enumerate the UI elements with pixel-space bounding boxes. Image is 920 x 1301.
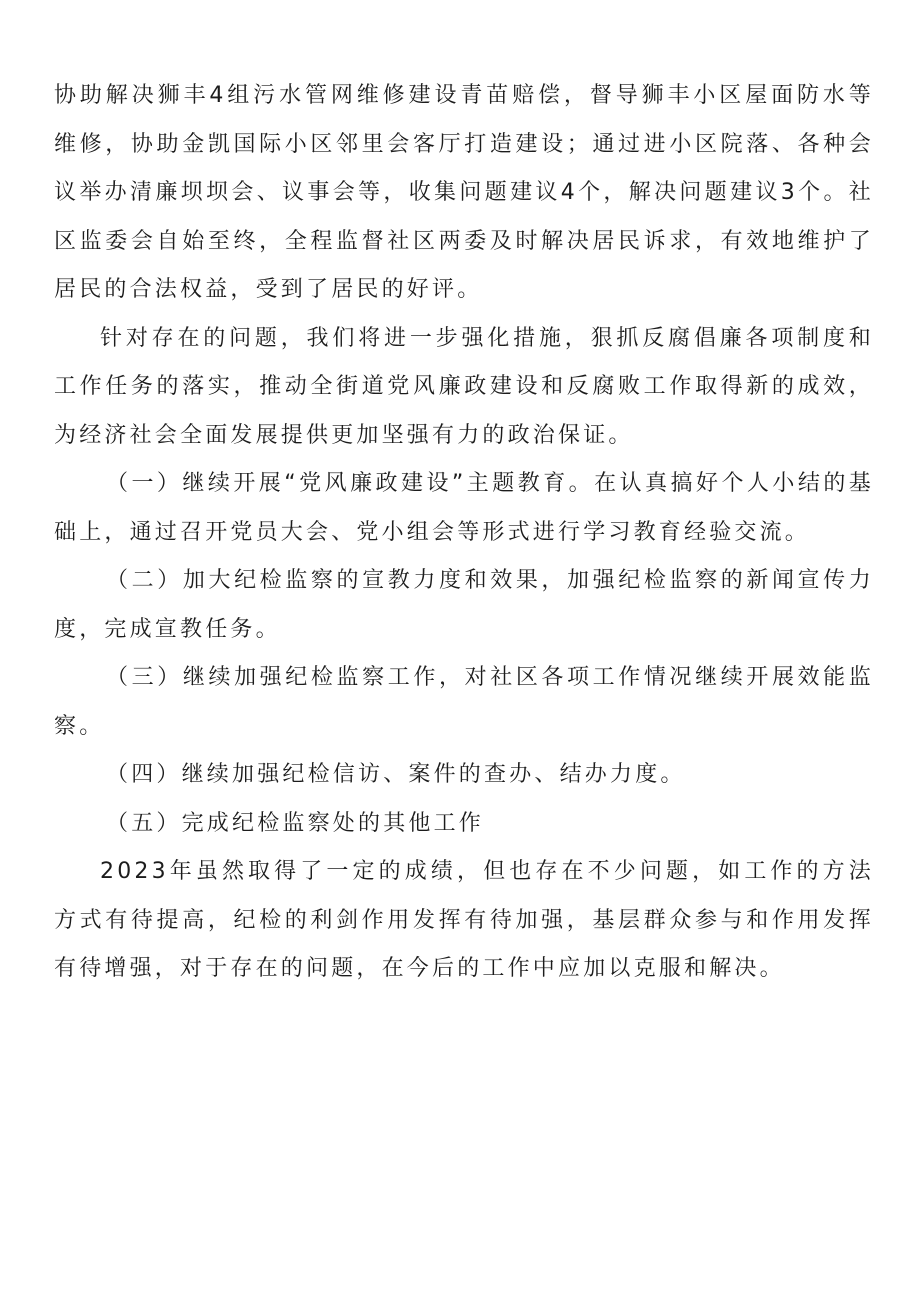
list-item-measure-5: （五）完成纪检监察处的其他工作 — [106, 810, 485, 836]
paragraph-conclusion: 2023年虽然取得了一定的成绩，但也存在不少问题，如工作的方法方式有待提高，纪检的利剑作用发挥有待加强，基层群众参与和作用发挥有待增强，对于存在的问题，在今后的工作中应加以克服和解决。 — [54, 859, 874, 981]
list-item-measure-3: （三）继续加强纪检监察工作，对社区各项工作情况继续开展效能监察。 — [54, 665, 874, 739]
list-item-measure-1: （一）继续开展“党风廉政建设”主题教育。在认真搞好个人小结的基础上，通过召开党员大会、党小组会等形式进行学习教育经验交流。 — [54, 471, 874, 545]
list-item-measure-2: （二）加大纪检监察的宣教力度和效果，加强纪检监察的新闻宣传力度，完成宣教任务。 — [54, 568, 874, 642]
paragraph-work-summary: 协助解决狮丰4组污水管网维修建设青苗赔偿，督导狮丰小区屋面防水等维修，协助金凯国际小区邻里会客厅打造建设；通过进小区院落、各种会议举办清廉坝坝会、议事会等，收集问题建议4个，解决问题建议3个。社区监委会自始至终，全程监督社区两委及时解决居民诉求，有效地维护了居民的合法权益，受到了居民的好评。 — [54, 83, 874, 302]
document-body — [54, 72, 874, 994]
paragraph-measures-intro: 针对存在的问题，我们将进一步强化措施，狠抓反腐倡廉各项制度和工作任务的落实，推动全街道党风廉政建设和反腐败工作取得新的成效，为经济社会全面发展提供更加坚强有力的政治保证。 — [54, 325, 874, 448]
list-item-measure-4: （四）继续加强纪检信访、案件的查办、结办力度。 — [106, 762, 686, 787]
